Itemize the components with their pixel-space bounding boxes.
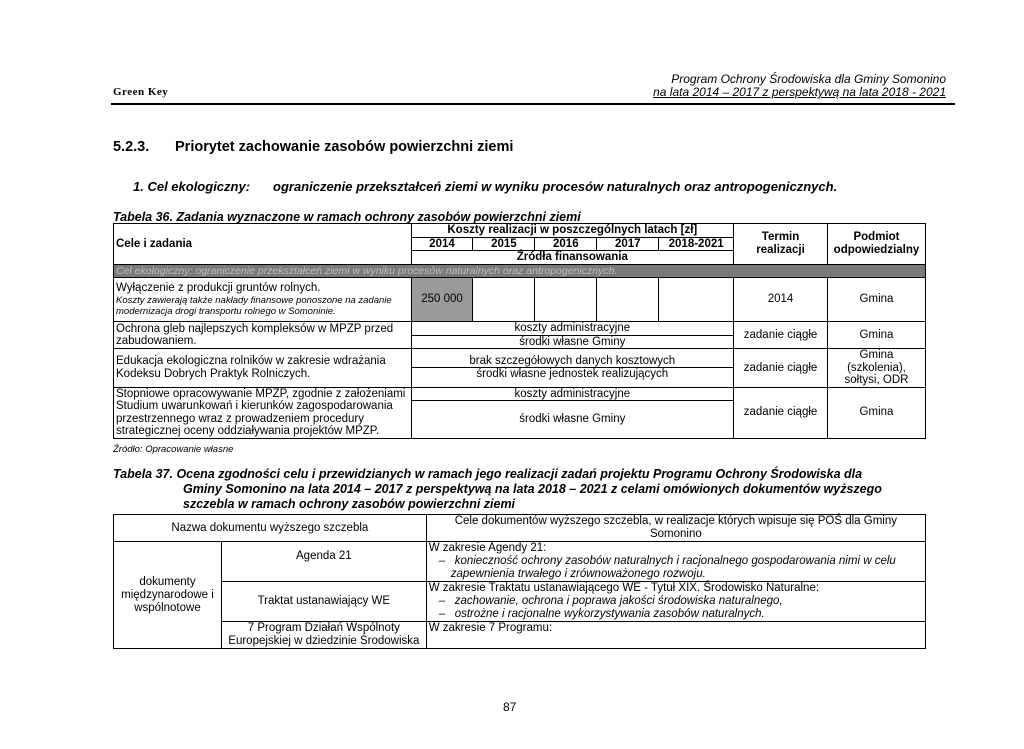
cost-line2: środki własne Gminy (519, 335, 626, 348)
cost-line1: koszty administracyjne (412, 322, 734, 336)
term-cell: zadanie ciągłe (734, 322, 828, 349)
doc-cell: Traktat ustanawiający WE (221, 582, 426, 622)
col-entity-header: Podmiot odpowiedzialny (827, 224, 925, 265)
section-number: 5.2.3. (113, 139, 150, 155)
table-row (114, 349, 926, 388)
goals-head: W zakresie Agendy 21: (428, 542, 547, 554)
cost-2017 (597, 278, 659, 322)
task-cell: Ochrona gleb najlepszych kompleksów w MPZP przed zabudowaniem. (114, 322, 412, 349)
table36-source: Źródło: Opracowanie własne (113, 444, 234, 455)
header-program-line1: Program Ochrony Środowiska dla Gminy Somonino (671, 72, 946, 86)
goal-row: Cel ekologiczny: ograniczenie przekształceń ziemi w wyniku procesów naturalnych oraz antropogenicznych. (114, 264, 926, 278)
goals-item: – konieczność ochrony zasobów naturalnych i racjonalnego gospodarowania nimi w celu zapewnienia trwałego i zrównoważonego rozwoju. (438, 555, 896, 580)
cost-line2: środki własne jednostek realizujących (476, 368, 669, 381)
year-header: 2015 (473, 237, 535, 251)
cost-line1: koszty administracyjne (412, 388, 734, 402)
cost-2014: 250 000 (411, 278, 473, 322)
col-sources-header: Źródła finansowania (411, 251, 734, 265)
year-header: 2017 (597, 237, 659, 251)
cost-line1: brak szczegółowych danych kosztowych (412, 355, 734, 369)
table36-caption: Tabela 36. Zadania wyznaczone w ramach ochrony zasobów powierzchni ziemi (113, 210, 581, 224)
task-cell (114, 278, 412, 322)
col-costs-header: Koszty realizacji w poszczególnych latach [zł] (411, 224, 734, 238)
entity-cell: Gmina (szkolenia), sołtysi, ODR (827, 349, 925, 388)
table-row (114, 582, 926, 622)
table-row (114, 322, 926, 349)
table37 (113, 514, 926, 649)
goals-item: – zachowanie, ochrona i poprawa jakości środowiska naturalnego, (438, 595, 783, 607)
goals-head: W zakresie Traktatu ustanawiającego WE - Tytuł XIX. Środowisko Naturalne: (428, 582, 820, 594)
cost-cell (411, 322, 734, 349)
goals-cell (426, 542, 925, 582)
entity-cell: Gmina (827, 278, 925, 322)
table37-caption (113, 467, 963, 512)
col-goals-header: Cele dokumentów wyższego szczebla, w realizacje których wpisuje się POŚ dla Gminy Somonino (426, 515, 925, 542)
page-number: 87 (503, 700, 517, 714)
table37-caption-line1: Tabela 37. Ocena zgodności celu i przewidzianych w ramach jego realizacji zadań projektu Programu Ochrony Środowiska dla (113, 467, 863, 481)
cost-line2: środki własne Gminy (519, 413, 626, 425)
table37-caption-line3: szczebla w ramach ochrony zasobów powierzchni ziemi (183, 497, 516, 511)
cost-cell (411, 349, 734, 388)
term-cell: 2014 (734, 278, 828, 322)
doc-cell: 7 Program Działań Wspólnoty Europejskiej w dziedzinie Środowiska (221, 622, 426, 649)
group-cell: dokumenty międzynarodowe i wspólnotowe (114, 542, 222, 649)
goals-item: – ostrożne i racjonalne wykorzystywania zasobów naturalnych. (438, 608, 765, 620)
goals-cell (426, 582, 925, 622)
ecological-goal (133, 179, 837, 194)
entity-cell: Gmina (827, 387, 925, 438)
year-header: 2016 (535, 237, 597, 251)
goals-cell (426, 622, 925, 649)
section-title: Priorytet zachowanie zasobów powierzchni ziemi (175, 139, 514, 155)
col-tasks-header: Cele i zadania (114, 224, 412, 265)
col-doc-header: Nazwa dokumentu wyższego szczebla (114, 515, 427, 542)
task-cell: Edukacja ekologiczna rolników w zakresie wdrażania Kodeksu Dobrych Praktyk Rolniczych. (114, 349, 412, 388)
cost-2015 (473, 278, 535, 322)
goal-label: 1. Cel ekologiczny: (133, 179, 251, 194)
year-header: 2018-2021 (659, 237, 734, 251)
cost-cell (411, 387, 734, 438)
entity-cell: Gmina (827, 322, 925, 349)
table37-caption-line2: Gminy Somonino na lata 2014 – 2017 z perspektywą na lata 2018 – 2021 z celami omówionych dokumentów wyższego (183, 482, 882, 496)
table-row (114, 278, 926, 322)
table-row (114, 387, 926, 438)
header-program-line2: na lata 2014 – 2017 z perspektywą na lata 2018 - 2021 (653, 85, 946, 99)
table36 (113, 223, 926, 439)
header-program (653, 73, 946, 99)
cost-2018-2021 (659, 278, 734, 322)
year-header: 2014 (411, 237, 473, 251)
term-cell: zadanie ciągłe (734, 349, 828, 388)
task-note: Koszty zawierają także nakłady finansowe ponoszone na zadanie modernizacja drogi transportu rolnego w Somoninie. (116, 294, 392, 317)
cost-2016 (535, 278, 597, 322)
goal-text: ograniczenie przekształceń ziemi w wyniku procesów naturalnych oraz antropogenicznych. (273, 179, 838, 194)
task-cell: Stopniowe opracowywanie MPZP, zgodnie z założeniami Studium uwarunkowań i kierunków zagospodarowania przestrzennego wraz z prowadzeniem procedury strategicznej oceny oddziaływania projektów MPZP. (114, 387, 412, 438)
table-row (114, 542, 926, 582)
section-heading (113, 139, 513, 155)
term-cell: zadanie ciągłe (734, 387, 828, 438)
table-row (114, 622, 926, 649)
header-divider (111, 103, 955, 105)
doc-cell: Agenda 21 (221, 542, 426, 582)
header-brand: Green Key (113, 86, 169, 98)
task-text: Wyłączenie z produkcji gruntów rolnych. (116, 282, 321, 295)
goals-head: W zakresie 7 Programu: (428, 622, 553, 634)
col-term-header: Termin realizacji (734, 224, 828, 265)
